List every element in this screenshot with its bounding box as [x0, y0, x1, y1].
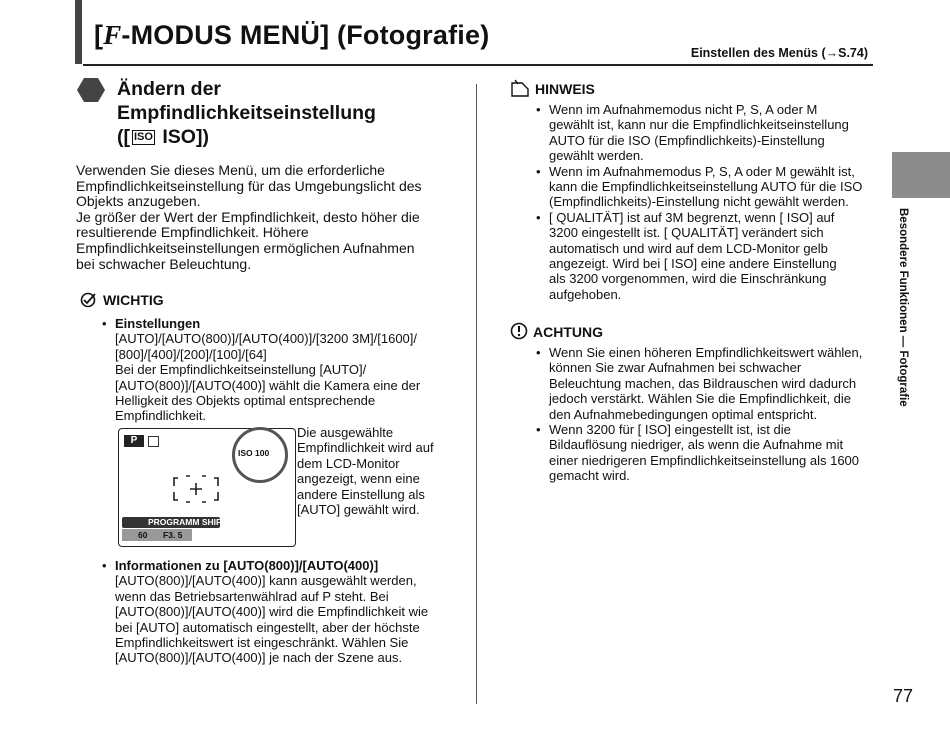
hinweis-bullet-1: • Wenn im Aufnahmemodus nicht P, S, A oder M gewählt ist, kann nur die Empfindlichkeitseinstellung AUTO für die ISO (Empfindlichkeits)-Einstellung gewählt werden.: [536, 102, 849, 164]
hinweis-bullet-2: • Wenn im Aufnahmemodus P, S, A oder M gewählt ist, kann die Empfindlichkeitseinstellung AUTO für die ISO (Empfindlichkeits)-Einstellung nicht gewählt werden.: [536, 163, 863, 210]
iso-icon: ISO: [134, 131, 153, 144]
lcd-caption: Die ausgewählte Empfindlichkeit wird auf dem LCD-Monitor angezeigt, wenn eine andere Einstellung als [AUTO] gewählt wird.: [297, 425, 434, 518]
program-shift-label: PROGRAMM SHIFT: [122, 517, 220, 528]
page-number: 77: [893, 686, 914, 706]
menu-reference: Einstellen des Menüs (→S.74): [690, 46, 868, 60]
aperture-value: F3. 5: [163, 530, 183, 540]
shutter-speed: 60: [138, 530, 148, 540]
header-rule: [83, 64, 873, 66]
wichtig-icon: [80, 292, 98, 308]
title-accent-bar: [75, 0, 82, 64]
wichtig-item-auto-info: • Informationen zu [AUTO(800)]/[AUTO(400)] [AUTO(800)]/[AUTO(400)] kann ausgewählt werden, wenn das Betriebsartenwählrad auf P steht. Bei [AUTO(800)]/[AUTO(400)] wird die Empfindlichkeit wie bei [AUTO] automatisch eingestellt, aber der höchste Empfindlichkeitswert ist eingeschränkt. Wählen Sie [AUTO(800)]/[AUTO(400)] je nach der Szene aus.: [102, 558, 429, 666]
hinweis-bullets: [536, 102, 876, 302]
warning-icon: [510, 322, 528, 340]
page-title: [F-MODUS MENÜ] (Fotografie): [94, 20, 490, 50]
section-heading: Ändern der Empfindlichkeitseinstellung ([ ISO ISO]): [117, 78, 376, 148]
hinweis-heading: HINWEIS: [510, 79, 595, 97]
side-tab-label: Besondere Funktionen — Fotografie: [897, 208, 909, 407]
focus-frame-icon: [172, 474, 220, 504]
achtung-bullet-2: • Wenn 3200 für [ ISO] eingestellt ist, ist die Bildauflösung niedriger, als wenn die Aufnahme mit einer niedrigeren Empfindlichkeitseinstellung als 1600 gemacht wird.: [536, 422, 860, 484]
wichtig-item-settings: • Einstellungen [AUTO]/[AUTO(800)]/[AUTO(400)]/[3200 3M]/[1600]/ [800]/[400]/[200]/[100]/[64] Bei der Empfindlichkeitseinstellung [AUTO]/ [AUTO(800)]/[AUTO(400)] wählt die Kamera eine der Helligkeit des Objekts optimal entsprechende Empfindlichkeit.: [102, 316, 421, 424]
achtung-bullets: [536, 345, 876, 484]
intro-text: Verwenden Sie dieses Menü, um die erforderliche Empfindlichkeitseinstellung für das Umgebungslicht des Objekts anzugeben. Je größer der Wert der Empfindlichkeit, desto höher die resultierende Empfindlichkeit. Höhere Empfindlichkeitseinstellungen ermöglichen Aufnahmen bei schwacher Beleuchtung.: [76, 162, 422, 272]
hinweis-bullet-3: • [ QUALITÄT] ist auf 3M begrenzt, wenn [ ISO] auf 3200 eingestellt ist. [ QUALITÄT] verändert sich automatisch und wird auf dem LCD-Monitor gelb angezeigt. Wird bei [ ISO] eine andere Einstellung als 3200 vorgenommen, wird die Einschränkung aufgehoben.: [536, 209, 837, 302]
achtung-bullet-1: • Wenn Sie einen höheren Empfindlichkeitswert wählen, können Sie zwar Aufnahmen bei schwacher Beleuchtung machen, das Bildrauschen wird dadurch jedoch verstärkt. Wählen Sie die Empfindlichkeit, die den Aufnahmebedingungen optimal entspricht.: [536, 345, 863, 422]
iso-value-label: ISO 100: [238, 448, 270, 458]
achtung-heading: ACHTUNG: [510, 322, 603, 340]
note-icon: [510, 79, 530, 97]
mode-indicator: P: [124, 435, 144, 447]
iso-small-icon: [148, 436, 159, 447]
column-divider: [476, 84, 477, 704]
section-tab-marker: [892, 152, 950, 198]
hexagon-icon: [76, 77, 106, 103]
wichtig-heading: WICHTIG: [80, 292, 164, 308]
